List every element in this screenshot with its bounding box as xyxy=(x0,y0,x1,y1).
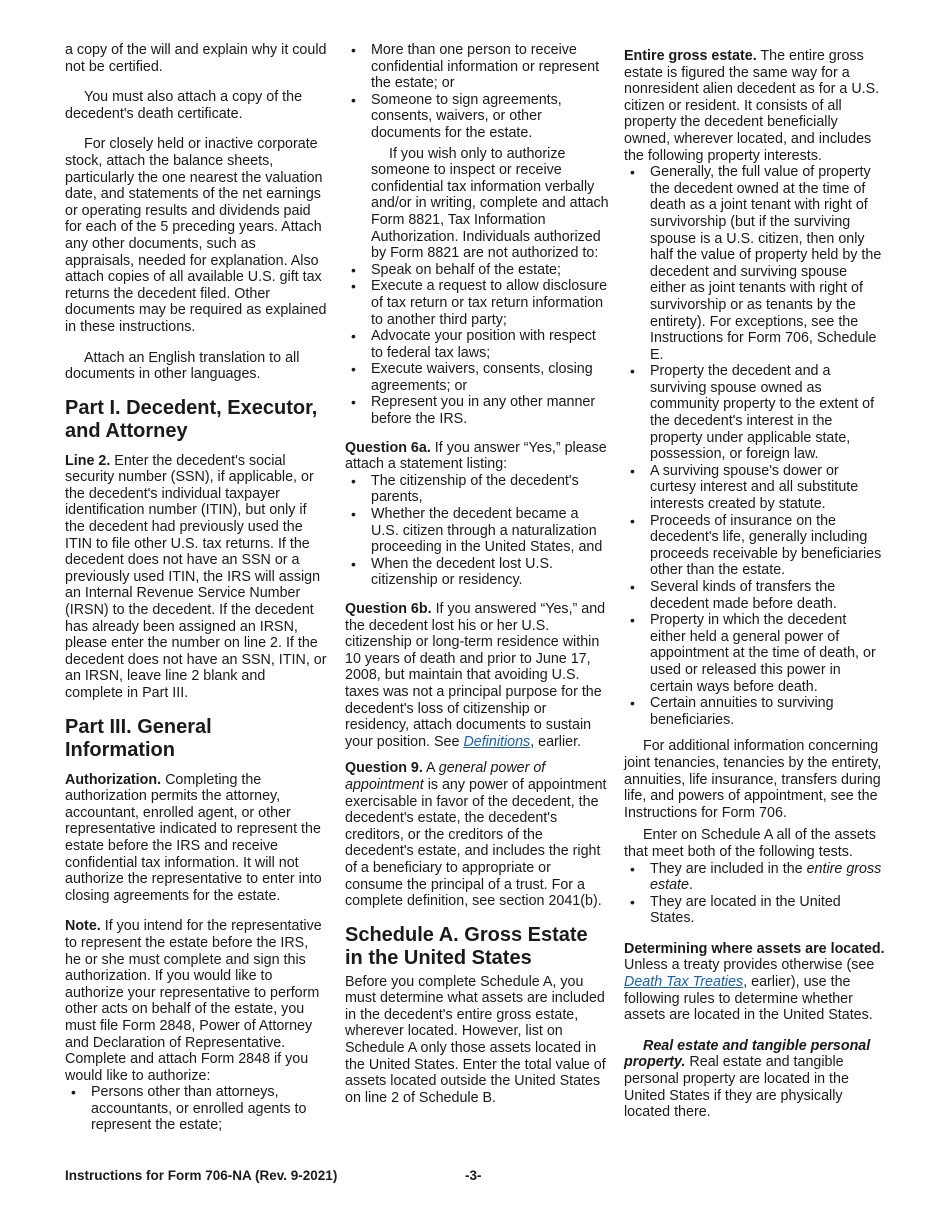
list-item: • Represent you in any other manner before the IRS. xyxy=(371,394,609,427)
list-item: • Certain annuities to surviving beneficiaries. xyxy=(650,695,886,728)
term-general-power: general power of appointment xyxy=(345,760,546,793)
question-9-text: is any power of appointment exercisable in favor of the decedent, the decedent's estate, the decedent's creditors, or the creditors of the decedent's estate, and includes the right of a beneficiary to appropriate or consume the principal of a trust. For a complete definition, see section 2041(b). xyxy=(345,776,607,910)
paragraph-question-9 xyxy=(345,760,609,909)
run-in-head-entire-gross-estate: Entire gross estate. xyxy=(624,48,757,64)
list-item: • The citizenship of the decedent's parents, xyxy=(371,473,609,506)
paragraph-form-8821: If you wish only to authorize someone to inspect or receive confidential tax information verbally and/or in writing, complete and attach Form 8821, Tax Information Authorization. Individuals authorized by Form 8821 are not authorized to: xyxy=(371,145,609,262)
test-1-pre: They are included in the xyxy=(650,860,803,877)
footer-page-number: -3- xyxy=(465,1168,482,1183)
list-item: • Someone to sign agreements, consents, waivers, or other documents for the estate. xyxy=(371,92,609,142)
list-item xyxy=(650,861,886,894)
paragraph-question-6b xyxy=(345,601,609,750)
list-item: • They are located in the United States. xyxy=(650,894,886,927)
column-1 xyxy=(65,42,327,1144)
real-estate-text: Real estate and tangible personal property are located in the United States if they are physically located there. xyxy=(624,1054,849,1121)
paragraph-entire-gross-estate xyxy=(624,48,886,164)
list-item: • Several kinds of transfers the decedent made before death. xyxy=(650,579,886,612)
paragraph-enter-schedule-a: Enter on Schedule A all of the assets that meet both of the following tests. xyxy=(624,827,876,860)
line-2-text: Enter the decedent's social security number (SSN), if applicable, or the decedent's individual taxpayer identification number (ITIN), but only if the decedent had previously used the ITIN to file other U.S. tax returns. If the decedent does not have an SSN or a previously used ITIN, the IRS will assign an Internal Revenue Service Number (IRSN) to the decedent. If the decedent has already been assigned an IRSN, please enter the number on line 2. If the decedent does not have an SSN, ITIN, or an IRSN, leave line 2 blank and complete in Part III. xyxy=(65,452,327,701)
column-2 xyxy=(345,42,609,1120)
list-item: • Advocate your position with respect to federal tax laws; xyxy=(371,328,609,361)
paragraph-determining-location xyxy=(624,941,886,1024)
run-in-head-determining-location: Determining where assets are located. xyxy=(624,940,885,957)
paragraph-death-certificate: You must also attach a copy of the decedent's death certificate. xyxy=(65,89,303,122)
list-item: • Whether the decedent became a U.S. citizen through a naturalization proceeding in the United States, and xyxy=(371,506,609,556)
bullet-list-form-2848 xyxy=(65,1084,327,1134)
list-item: • Execute waivers, consents, closing agreements; or xyxy=(371,361,609,394)
authorization-text: Completing the authorization permits the attorney, accountant, enrolled agent, or other representative indicated to represent the estate before the IRS and receive confidential tax information. It will not authorize the representative to enter into closing agreements for the estate. xyxy=(65,771,322,904)
run-in-head-question-6a: Question 6a. xyxy=(345,439,431,456)
run-in-head-line-2: Line 2. xyxy=(65,452,111,469)
run-in-head-authorization: Authorization. xyxy=(65,771,162,788)
bullet-list-form-8821-limits xyxy=(345,262,609,428)
run-in-head-question-6b: Question 6b. xyxy=(345,601,432,617)
footer-form-title: Instructions for Form 706-NA (Rev. 9-2021) xyxy=(65,1168,338,1183)
entire-gross-estate-text: The entire gross estate is figured the same way for a nonresident alien decedent as for a U.S. citizen or resident. It consists of all property the decedent beneficially owned, wherever located, and includes the following property interests. xyxy=(624,48,880,164)
column-3 xyxy=(624,48,886,1135)
determining-text-2: , earlier), use the following rules to determine whether assets are located in the United States. xyxy=(624,974,873,1024)
paragraph-authorization xyxy=(65,772,327,905)
paragraph-line-2 xyxy=(65,453,327,702)
paragraph-schedule-a: Before you complete Schedule A, you must determine what assets are included in the decedent's entire gross estate, wherever located. However, list on Schedule A only those assets located in the United States. Enter the total value of assets located outside the United States on line 2 of Schedule B. xyxy=(345,973,606,1106)
run-in-head-note: Note. xyxy=(65,918,101,935)
bullet-list-form-2848-cont xyxy=(345,42,609,142)
question-6b-text: If you answered “Yes,” and the decedent lost his or her U.S. citizenship or long-term residence within 10 years of death and prior to June 17, 2008, but maintain that avoiding U.S. taxes was not a principal purpose for the decedent's loss of citizenship or residency, attach documents to sustain your position. See xyxy=(345,601,606,750)
paragraph-real-estate xyxy=(624,1038,886,1121)
bullet-list-tests xyxy=(624,861,886,927)
note-text: If you intend for the representative to represent the estate before the IRS, he or she must complete and sign this authorization. If you would like to authorize your representative to perform other acts on behalf of the estate, you must file Form 2848, Power of Attorney and Declaration of Representative. Complete and attach Form 2848 if you would like to authorize: xyxy=(65,918,322,1084)
paragraph-additional-info: For additional information concerning joint tenancies, tenancies by the entirety, annuities, life insurance, transfers during life, and powers of appointment, see the Instructions for Form 706. xyxy=(624,738,882,821)
run-in-head-question-9: Question 9. xyxy=(345,760,423,777)
heading-schedule-a: Schedule A. Gross Estate in the United States xyxy=(345,923,588,969)
list-item: • Generally, the full value of property the decedent owned at the time of death as a joint tenant with right of survivorship (but if the surviving spouse is a U.S. citizen, then only half the value of property held by the decedent and surviving spouse either as joint tenants with right of survivorship or as tenants by the entirety). For exceptions, see the Instructions for Form 706, Schedule E. xyxy=(650,164,886,363)
heading-part-1: Part I. Decedent, Executor, and Attorney xyxy=(65,396,318,442)
test-1-post: . xyxy=(688,877,693,894)
list-item: • A surviving spouse's dower or curtesy interest and all substitute interests created by statute. xyxy=(650,463,886,513)
death-tax-treaties-link[interactable]: Death Tax Treaties xyxy=(624,974,744,991)
list-item: • Proceeds of insurance on the decedent's life, generally including proceeds receivable by beneficiaries other than the estate. xyxy=(650,513,886,579)
list-item: • Execute a request to allow disclosure of tax return or tax return information to another third party; xyxy=(371,278,609,328)
paragraph-question-6a xyxy=(345,440,609,473)
run-in-head-real-estate: Real estate and tangible personal property. xyxy=(624,1037,871,1071)
determining-text-1: Unless a treaty provides otherwise (see xyxy=(624,957,875,974)
definitions-link[interactable]: Definitions xyxy=(463,733,531,750)
paragraph-translation: Attach an English translation to all documents in other languages. xyxy=(65,349,300,383)
bullet-list-citizenship xyxy=(345,473,609,589)
term-entire-gross-estate: entire gross estate xyxy=(650,860,882,894)
paragraph-closely-held-stock: For closely held or inactive corporate stock, attach the balance sheets, particularly the one nearest the valuation date, and statements of the net earnings or operating results and dividends paid for each of the 5 preceding years. Attach any other documents, such as appraisals, needed for explanation. Also attach copies of all available U.S. gift tax returns the decedent filed. Other documents may be required as explained in these instructions. xyxy=(65,136,327,335)
heading-part-3: Part III. General Information xyxy=(65,715,212,761)
paragraph-will: a copy of the will and explain why it could not be certified. xyxy=(65,42,327,75)
list-item: • Speak on behalf of the estate; xyxy=(371,262,609,279)
list-item: • Property the decedent and a surviving spouse owned as community property to the extent of the decedent's interest in the property under applicable state, possession, or foreign law. xyxy=(650,363,886,463)
list-item: • Persons other than attorneys, accountants, or enrolled agents to represent the estate; xyxy=(91,1084,327,1134)
paragraph-note xyxy=(65,918,327,1084)
list-item: • Property in which the decedent either held a general power of appointment at the time of death, or used or released this power in certain ways before death. xyxy=(650,612,886,695)
list-item: • When the decedent lost U.S. citizenship or residency. xyxy=(371,556,609,589)
list-item: • More than one person to receive confidential information or represent the estate; or xyxy=(371,42,609,92)
bullet-list-property-interests xyxy=(624,164,886,728)
question-6b-tail: , earlier. xyxy=(530,733,582,750)
question-9-a: A xyxy=(426,760,435,777)
question-6a-text: If you answer “Yes,” please attach a statement listing: xyxy=(345,439,607,473)
